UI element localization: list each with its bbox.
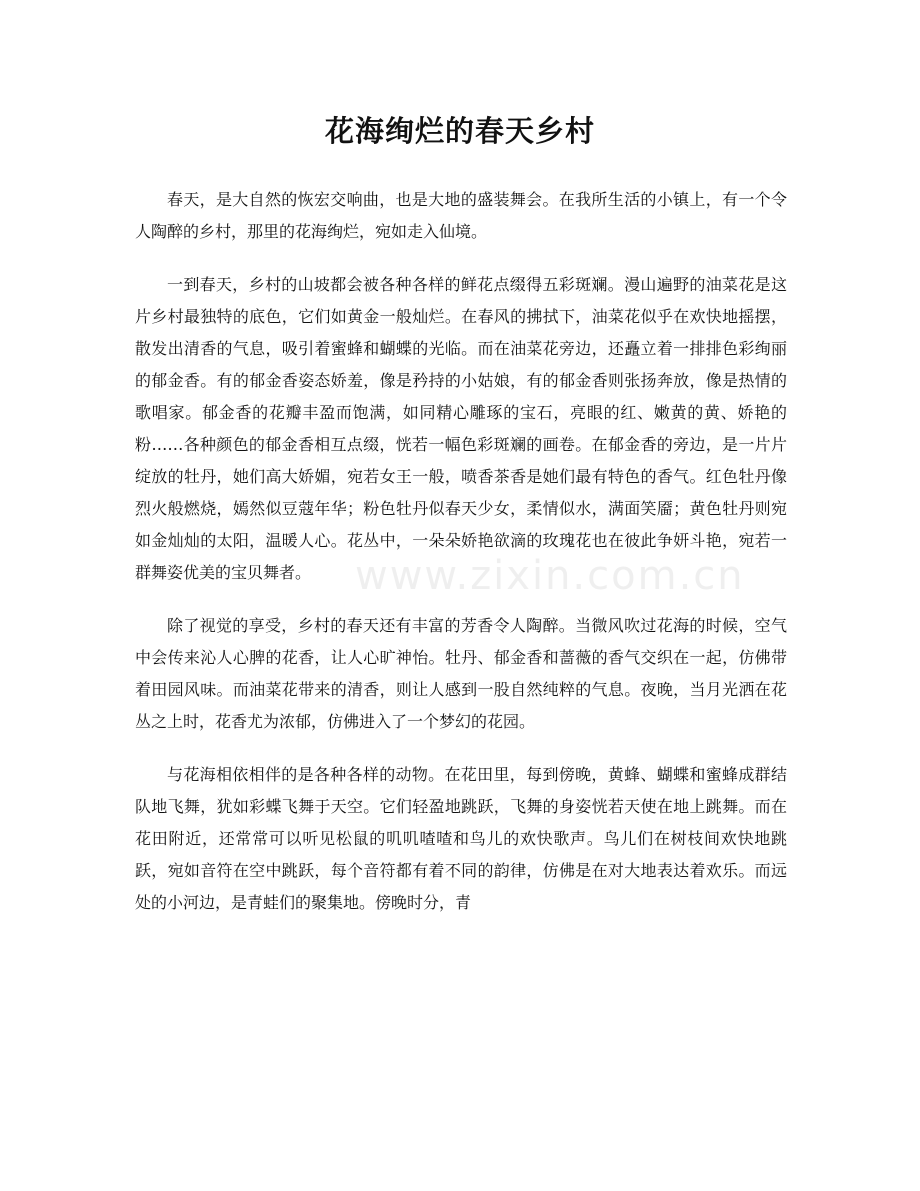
watermark: www.zixin.com.cn <box>355 553 745 599</box>
paragraph: 除了视觉的享受，乡村的春天还有丰富的芳香令人陶醉。当微风吹过花海的时候，空气中会传来沁人心脾的花香，让人心旷神怡。牡丹、郁金香和蔷薇的香气交织在一起，仿佛带着田园风味。而油菜花带来的清香，则让人感到一股自然纯粹的气息。夜晚，当月光洒在花丛之上时，花香尤为浓郁，仿佛进入了一个梦幻的花园。 <box>135 616 787 731</box>
document-body <box>135 184 787 940</box>
paragraph: 与花海相依相伴的是各种各样的动物。在花田里，每到傍晚，黄蜂、蝴蝶和蜜蜂成群结队地飞舞，犹如彩蝶飞舞于天空。它们轻盈地跳跃，飞舞的身姿恍若天使在地上跳舞。而在花田附近，还常常可以听见松鼠的叽叽喳喳和鸟儿的欢快歌声。鸟儿们在树枝间欢快地跳跃，宛如音符在空中跳跃，每个音符都有着不同的韵律，仿佛是在对大地表达着欢乐。而远处的小河边，是青蛙们的聚集地。傍晚时分，青 <box>135 765 787 912</box>
paragraph: 春天，是大自然的恢宏交响曲，也是大地的盛装舞会。在我所生活的小镇上，有一个令人陶醉的乡村，那里的花海绚烂，宛如走入仙境。 <box>135 190 787 241</box>
paragraph: 一到春天，乡村的山坡都会被各种各样的鲜花点缀得五彩斑斓。漫山遍野的油菜花是这片乡村最独特的底色，它们如黄金一般灿烂。在春风的拂拭下，油菜花似乎在欢快地摇摆，散发出清香的气息，吸引着蜜蜂和蝴蝶的光临。而在油菜花旁边，还矗立着一排排色彩绚丽的郁金香。有的郁金香姿态娇羞，像是矜持的小姑娘，有的郁金香则张扬奔放，像是热情的歌唱家。郁金香的花瓣丰盈而饱满，如同精心雕琢的宝石，亮眼的红、嫩黄的黄、娇艳的粉……各种颜色的郁金香相互点缀，恍若一幅色彩斑斓的画卷。在郁金香的旁边，是一片片绽放的牡丹，她们高大娇媚，宛若女王一般，喷香茶香是她们最有特色的香气。红色牡丹像烈火般燃烧，嫣然似豆蔻年华；粉色牡丹似春天少女，柔情似水，满面笑靥；黄色牡丹则宛如金灿灿的太阳，温暖人心。花丛中，一朵朵娇艳欲滴的玫瑰花也在彼此争妍斗艳，宛若一群舞姿优美的宝贝舞者。 <box>135 275 787 582</box>
document-title: 花海绚烂的春天乡村 <box>324 114 595 148</box>
